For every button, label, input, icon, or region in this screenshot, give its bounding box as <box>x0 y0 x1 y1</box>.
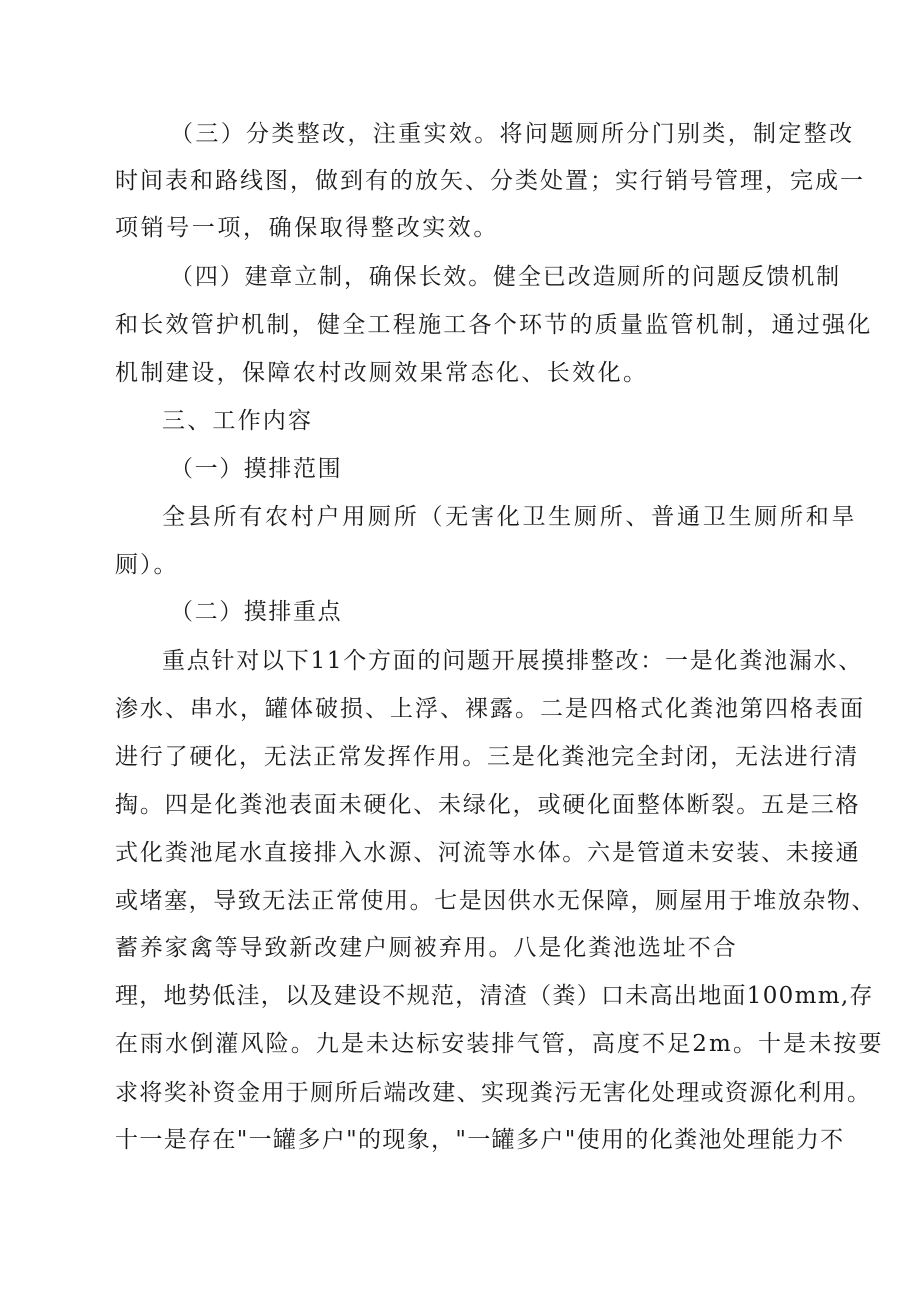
text-line: 在雨水倒灌风险。九是未达标安装排气管，高度不足2m。十是未按要 <box>115 1031 884 1057</box>
section-heading: 三、工作内容 <box>162 408 314 434</box>
text-line: 重点针对以下11个方面的问题开展摸排整改：一是化粪池漏水、 <box>162 648 864 674</box>
text-line: 理，地势低洼，以及建设不规范，清渣（粪）口未高出地面100mm,存 <box>115 983 874 1009</box>
text-line: （三）分类整改，注重实效。将问题厕所分门别类，制定整改 <box>170 121 855 147</box>
text-line: 机制建设，保障农村改厕效果常态化、长效化。 <box>115 360 649 386</box>
text-line: 时间表和路线图，做到有的放矢、分类处置；实行销号管理，完成一 <box>115 168 865 194</box>
text-line: （四）建章立制，确保长效。健全已改造厕所的问题反馈机制 <box>170 264 841 290</box>
text-line: 式化粪池尾水直接排入水源、河流等水体。六是管道未安装、未接通 <box>115 840 861 866</box>
text-line: 蓄养家禽等导致新改建户厕被弃用。八是化粪池选址不合 <box>115 935 738 961</box>
text-line: 和长效管护机制，健全工程施工各个环节的质量监管机制，通过强化 <box>115 312 873 338</box>
text-line: 进行了硬化，无法正常发挥作用。三是化粪池完全封闭，无法进行清 <box>115 744 859 770</box>
text-line: 全县所有农村户用厕所（无害化卫生厕所、普通卫生厕所和旱 <box>162 504 858 530</box>
text-line: 项销号一项，确保取得整改实效。 <box>115 215 499 241</box>
text-line: 十一是存在"一罐多户"的现象，"一罐多户"使用的化粪池处理能力不 <box>115 1127 845 1153</box>
subsection-heading: （一）摸排范围 <box>170 456 343 482</box>
subsection-heading: （二）摸排重点 <box>170 599 343 625</box>
text-line: 渗水、串水，罐体破损、上浮、裸露。二是四格式化粪池第四格表面 <box>115 696 865 722</box>
text-line: 掏。四是化粪池表面未硬化、未绿化，或硬化面整体断裂。五是三格 <box>115 792 861 818</box>
text-line: 厕）。 <box>115 552 179 578</box>
text-line: 或堵塞，导致无法正常使用。七是因供水无保障，厕屋用于堆放杂物、 <box>115 888 877 914</box>
text-line: 求将奖补资金用于厕所后端改建、实现粪污无害化处理或资源化利用。 <box>115 1080 872 1106</box>
